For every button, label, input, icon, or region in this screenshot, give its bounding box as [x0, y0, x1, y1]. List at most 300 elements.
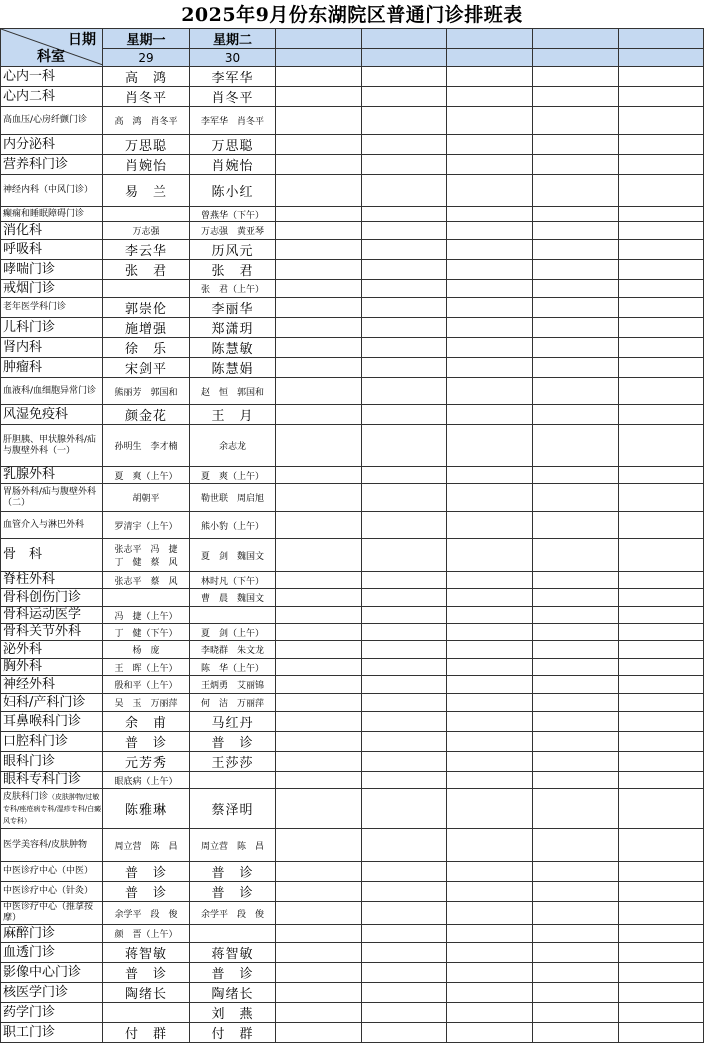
empty-cell: [447, 772, 533, 789]
doctor-name: 肖婉怡: [124, 159, 167, 174]
day-mon: 29: [103, 49, 190, 67]
doctor-name: 夏 爽（上午）: [114, 471, 178, 482]
doctor-cell-mon: [103, 175, 190, 207]
doctor-cell-mon: [103, 789, 190, 829]
doctor-cell-mon: [103, 67, 190, 87]
table-row: [1, 862, 704, 882]
empty-cell: [619, 882, 704, 902]
empty-cell: [447, 659, 533, 676]
empty-cell: [276, 155, 362, 175]
doctor-cell-mon: [103, 298, 190, 318]
empty-cell: [533, 789, 619, 829]
dept-cell: [1, 882, 103, 902]
dept-cell: [1, 772, 103, 789]
empty-cell: [447, 378, 533, 405]
empty-cell: [362, 484, 447, 512]
empty-cell: [276, 405, 362, 425]
empty-cell: [362, 135, 447, 155]
empty-cell: [619, 641, 704, 659]
empty-cell: [362, 732, 447, 752]
table-row: [1, 925, 704, 943]
doctor-cell-mon: [103, 484, 190, 512]
doctor-name: 付 群: [124, 1027, 167, 1042]
doctor-name: 肖冬平: [124, 91, 167, 106]
empty-cell: [447, 1023, 533, 1043]
dept-cell: [1, 572, 103, 589]
doctor-name: 夏 爽（上午）: [200, 471, 264, 482]
doctor-cell-mon: [103, 963, 190, 983]
empty-cell: [276, 862, 362, 882]
doctor-cell-tue: [190, 572, 276, 589]
empty-cell: [533, 829, 619, 862]
empty-cell: [276, 280, 362, 298]
dept-cell: [1, 467, 103, 484]
empty-cell: [362, 107, 447, 135]
empty-cell: [362, 659, 447, 676]
empty-cell: [533, 222, 619, 240]
empty-cell: [276, 135, 362, 155]
empty-cell: [533, 49, 619, 67]
empty-cell: [362, 572, 447, 589]
doctor-cell-tue: [190, 358, 276, 378]
empty-cell: [619, 862, 704, 882]
dept-name: 哮喘门诊: [3, 261, 56, 277]
empty-cell: [619, 222, 704, 240]
doctor-name: 余学平 段 俊: [114, 909, 178, 920]
table-row: [1, 676, 704, 694]
empty-cell: [276, 358, 362, 378]
dept-cell: [1, 135, 103, 155]
table-row: [1, 1003, 704, 1023]
doctor-name: 张志平 冯 捷: [114, 545, 178, 555]
empty-cell: [362, 298, 447, 318]
doctor-name: 普 诊: [124, 866, 167, 881]
table-row: [1, 624, 704, 641]
empty-cell: [619, 260, 704, 280]
doctor-name: 曾燕华（下午）: [200, 210, 264, 221]
empty-cell: [447, 175, 533, 207]
doctor-name: 施增强: [124, 322, 167, 337]
empty-cell: [619, 87, 704, 107]
empty-cell: [447, 1003, 533, 1023]
dept-cell: [1, 829, 103, 862]
empty-cell: [533, 676, 619, 694]
empty-cell: [619, 378, 704, 405]
empty-cell: [362, 425, 447, 467]
empty-cell: [619, 155, 704, 175]
empty-cell: [362, 862, 447, 882]
table-row: [1, 425, 704, 467]
dept-name: 风湿免疫科: [3, 406, 69, 422]
empty-cell: [533, 155, 619, 175]
header-day-row: [1, 49, 704, 67]
doctor-name: 肖婉怡: [211, 159, 254, 174]
empty-cell: [533, 943, 619, 963]
dept-name: 中医诊疗中心（针灸）: [3, 886, 94, 896]
dept-cell: [1, 378, 103, 405]
empty-cell: [276, 1023, 362, 1043]
dept-cell: [1, 175, 103, 207]
empty-cell: [362, 539, 447, 572]
empty-cell: [619, 240, 704, 260]
doctor-cell-tue: [190, 155, 276, 175]
empty-cell: [619, 298, 704, 318]
doctor-cell-tue: [190, 694, 276, 712]
empty-cell: [276, 676, 362, 694]
dept-cell: [1, 207, 103, 222]
table-row: [1, 732, 704, 752]
empty-cell: [533, 29, 619, 49]
dept-name: 医学美容科/皮肤肿物: [3, 839, 88, 850]
doctor-cell-mon: [103, 135, 190, 155]
doctor-name: 赵 恒 郭国和: [200, 387, 264, 398]
doctor-name: 李军华 肖冬平: [200, 117, 264, 127]
doctor-name: 蔡泽明: [211, 803, 254, 818]
empty-cell: [276, 641, 362, 659]
doctor-cell-tue: [190, 467, 276, 484]
empty-cell: [276, 752, 362, 772]
dept-name: 心内一科: [3, 68, 56, 84]
dept-cell: [1, 338, 103, 358]
dept-cell: [1, 676, 103, 694]
empty-cell: [619, 318, 704, 338]
empty-cell: [619, 207, 704, 222]
doctor-cell-tue: [190, 862, 276, 882]
empty-cell: [447, 902, 533, 925]
empty-cell: [276, 512, 362, 539]
dept-cell: [1, 358, 103, 378]
table-row: [1, 882, 704, 902]
dept-name: 影像中心门诊: [3, 964, 82, 980]
empty-cell: [447, 943, 533, 963]
doctor-cell-mon: [103, 222, 190, 240]
doctor-name: 马红丹: [211, 716, 254, 731]
empty-cell: [362, 49, 447, 67]
empty-cell: [276, 175, 362, 207]
doctor-cell-mon: [103, 862, 190, 882]
table-row: [1, 222, 704, 240]
doctor-cell-mon: [103, 624, 190, 641]
doctor-cell-tue: [190, 607, 276, 624]
doctor-cell-mon: [103, 539, 190, 572]
empty-cell: [447, 467, 533, 484]
doctor-name: 付 群: [211, 1027, 254, 1042]
doctor-cell-mon: [103, 240, 190, 260]
empty-cell: [619, 659, 704, 676]
empty-cell: [533, 378, 619, 405]
empty-cell: [619, 732, 704, 752]
empty-cell: [276, 539, 362, 572]
doctor-name: 陈 华（上午）: [200, 663, 264, 674]
empty-cell: [362, 175, 447, 207]
doctor-name: 高 鸿: [124, 71, 167, 86]
doctor-name: 普 诊: [211, 967, 254, 982]
table-row: [1, 772, 704, 789]
empty-cell: [276, 107, 362, 135]
table-row: [1, 694, 704, 712]
empty-cell: [362, 789, 447, 829]
doctor-name-2: 丁 健 蔡 风: [114, 558, 178, 568]
empty-cell: [619, 67, 704, 87]
doctor-cell-tue: [190, 207, 276, 222]
empty-cell: [619, 467, 704, 484]
empty-cell: [447, 624, 533, 641]
dept-cell: [1, 607, 103, 624]
dept-name: 戒烟门诊: [3, 280, 56, 296]
dept-cell: [1, 280, 103, 298]
empty-cell: [447, 752, 533, 772]
doctor-cell-tue: [190, 963, 276, 983]
empty-cell: [362, 676, 447, 694]
doctor-cell-tue: [190, 222, 276, 240]
doctor-cell-mon: [103, 260, 190, 280]
doctor-cell-mon: [103, 512, 190, 539]
dept-cell: [1, 67, 103, 87]
doctor-name: 余 甫: [124, 716, 167, 731]
empty-cell: [276, 1003, 362, 1023]
table-row: [1, 659, 704, 676]
dept-name: 耳鼻喉科门诊: [3, 713, 82, 729]
empty-cell: [447, 925, 533, 943]
doctor-name: 易 兰: [124, 185, 167, 200]
dept-name: 中医诊疗中心（中医）: [3, 866, 94, 876]
dept-name: 脊柱外科: [3, 572, 56, 587]
doctor-name: 万志强: [132, 227, 160, 237]
empty-cell: [619, 49, 704, 67]
dept-cell: [1, 641, 103, 659]
empty-cell: [276, 882, 362, 902]
empty-cell: [276, 589, 362, 607]
doctor-cell-tue: [190, 789, 276, 829]
doctor-name: 张 君: [124, 264, 167, 279]
dept-name: 骨 科: [3, 547, 43, 562]
doctor-name: 普 诊: [211, 736, 254, 751]
dept-name: 血管介入与淋巴外科: [3, 519, 85, 530]
table-row: [1, 902, 704, 925]
empty-cell: [362, 222, 447, 240]
doctor-cell-mon: [103, 772, 190, 789]
empty-cell: [619, 902, 704, 925]
doctor-name: 殷和平（上午）: [114, 681, 178, 691]
empty-cell: [533, 135, 619, 155]
doctor-cell-tue: [190, 676, 276, 694]
empty-cell: [447, 789, 533, 829]
doctor-name: 王 晖（上午）: [114, 663, 178, 674]
empty-cell: [447, 222, 533, 240]
table-row: [1, 240, 704, 260]
empty-cell: [619, 280, 704, 298]
empty-cell: [447, 318, 533, 338]
dept-name: 营养科门诊: [3, 156, 69, 172]
empty-cell: [362, 467, 447, 484]
table-row: [1, 963, 704, 983]
empty-cell: [447, 405, 533, 425]
doctor-cell-tue: [190, 752, 276, 772]
doctor-name: 普 诊: [211, 886, 254, 901]
empty-cell: [619, 29, 704, 49]
doctor-name: 李晓群 朱文龙: [200, 646, 264, 656]
empty-cell: [447, 280, 533, 298]
empty-cell: [619, 589, 704, 607]
doctor-name: 何 洁 万丽萍: [200, 699, 264, 709]
empty-cell: [533, 405, 619, 425]
empty-cell: [362, 29, 447, 49]
doctor-name: 肖冬平: [211, 91, 254, 106]
dept-name: 胃肠外科/疝与腹壁外科（二）: [3, 486, 97, 508]
empty-cell: [362, 378, 447, 405]
empty-cell: [619, 135, 704, 155]
dept-cell: [1, 624, 103, 641]
dept-name: 骨科运动医学: [3, 607, 82, 622]
doctor-cell-mon: [103, 676, 190, 694]
empty-cell: [447, 829, 533, 862]
table-row: [1, 298, 704, 318]
empty-cell: [533, 694, 619, 712]
doctor-cell-mon: [103, 732, 190, 752]
dept-name: 麻醉门诊: [3, 925, 56, 941]
dept-name: 高血压/心房纤颤门诊: [3, 115, 88, 125]
empty-cell: [533, 752, 619, 772]
doctor-cell-tue: [190, 175, 276, 207]
empty-cell: [447, 425, 533, 467]
table-row: [1, 607, 704, 624]
dept-name: 血液科/血细胞异常门诊: [3, 385, 97, 396]
empty-cell: [362, 589, 447, 607]
schedule-table: [0, 28, 704, 1043]
dept-name: 皮肤科门诊: [3, 791, 49, 802]
doctor-cell-mon: [103, 1003, 190, 1023]
weekday-mon: 星期一: [103, 29, 190, 49]
doctor-name: 郑潇玥: [211, 322, 254, 337]
empty-cell: [533, 425, 619, 467]
doctor-cell-tue: [190, 1003, 276, 1023]
dept-note: （皮肤肿物/过敏专科/痤疮病专科/湿疹专科/白癜风专科）: [3, 792, 102, 825]
doctor-cell-mon: [103, 107, 190, 135]
doctor-cell-tue: [190, 318, 276, 338]
doctor-name: 吴 玉 万丽萍: [114, 699, 178, 709]
doctor-name: 王莎莎: [211, 756, 254, 771]
doctor-name: 普 诊: [211, 866, 254, 881]
table-row: [1, 67, 704, 87]
doctor-name: 郭崇伦: [124, 302, 167, 317]
doctor-cell-mon: [103, 943, 190, 963]
doctor-name: 夏 剑 魏国文: [200, 551, 264, 562]
empty-cell: [533, 963, 619, 983]
doctor-name: 蒋智敏: [211, 947, 254, 962]
dept-name: 眼科专科门诊: [3, 772, 82, 787]
empty-cell: [362, 902, 447, 925]
empty-cell: [533, 67, 619, 87]
table-row: [1, 752, 704, 772]
empty-cell: [533, 902, 619, 925]
empty-cell: [362, 607, 447, 624]
empty-cell: [619, 572, 704, 589]
doctor-cell-mon: [103, 87, 190, 107]
table-row: [1, 260, 704, 280]
doctor-name: 李军华: [211, 71, 254, 86]
empty-cell: [619, 624, 704, 641]
dept-name: 肾内科: [3, 339, 43, 355]
empty-cell: [533, 260, 619, 280]
doctor-cell-mon: [103, 338, 190, 358]
empty-cell: [362, 338, 447, 358]
dept-name: 呼吸科: [3, 241, 43, 257]
table-row: [1, 641, 704, 659]
empty-cell: [533, 298, 619, 318]
doctor-name: 胡朝平: [132, 494, 160, 504]
empty-cell: [533, 732, 619, 752]
doctor-name: 刘 燕: [211, 1007, 254, 1022]
empty-cell: [362, 772, 447, 789]
empty-cell: [619, 405, 704, 425]
dept-cell: [1, 318, 103, 338]
doctor-cell-tue: [190, 484, 276, 512]
empty-cell: [276, 789, 362, 829]
dept-cell: [1, 925, 103, 943]
empty-cell: [276, 260, 362, 280]
dept-cell: [1, 222, 103, 240]
empty-cell: [276, 572, 362, 589]
day-tue: 30: [190, 49, 276, 67]
dept-name: 癫痫和睡眠障碍门诊: [3, 208, 85, 219]
table-row: [1, 512, 704, 539]
empty-cell: [276, 732, 362, 752]
doctor-cell-tue: [190, 539, 276, 572]
empty-cell: [619, 425, 704, 467]
dept-cell: [1, 484, 103, 512]
doctor-cell-mon: [103, 425, 190, 467]
empty-cell: [447, 694, 533, 712]
empty-cell: [276, 425, 362, 467]
dept-cell: [1, 1023, 103, 1043]
doctor-cell-mon: [103, 280, 190, 298]
empty-cell: [362, 925, 447, 943]
doctor-cell-mon: [103, 712, 190, 732]
doctor-cell-tue: [190, 732, 276, 752]
doctor-name: 元芳秀: [124, 756, 167, 771]
doctor-cell-tue: [190, 240, 276, 260]
empty-cell: [533, 107, 619, 135]
doctor-name: 孙明生 李才楠: [114, 442, 178, 452]
dept-cell: [1, 943, 103, 963]
dept-name: 肿瘤科: [3, 359, 43, 375]
doctor-cell-mon: [103, 318, 190, 338]
empty-cell: [619, 512, 704, 539]
empty-cell: [362, 512, 447, 539]
dept-cell: [1, 752, 103, 772]
empty-cell: [533, 484, 619, 512]
table-row: [1, 789, 704, 829]
doctor-cell-tue: [190, 425, 276, 467]
empty-cell: [447, 882, 533, 902]
table-row: [1, 589, 704, 607]
empty-cell: [276, 607, 362, 624]
empty-cell: [447, 155, 533, 175]
doctor-name: 林时凡（下午）: [200, 576, 264, 587]
doctor-cell-tue: [190, 589, 276, 607]
empty-cell: [447, 338, 533, 358]
empty-cell: [276, 87, 362, 107]
empty-cell: [447, 484, 533, 512]
empty-cell: [533, 882, 619, 902]
empty-cell: [276, 338, 362, 358]
table-row: [1, 107, 704, 135]
empty-cell: [533, 772, 619, 789]
doctor-name: 普 诊: [124, 886, 167, 901]
empty-cell: [533, 712, 619, 732]
empty-cell: [276, 963, 362, 983]
dept-name: 口腔科门诊: [3, 733, 69, 749]
